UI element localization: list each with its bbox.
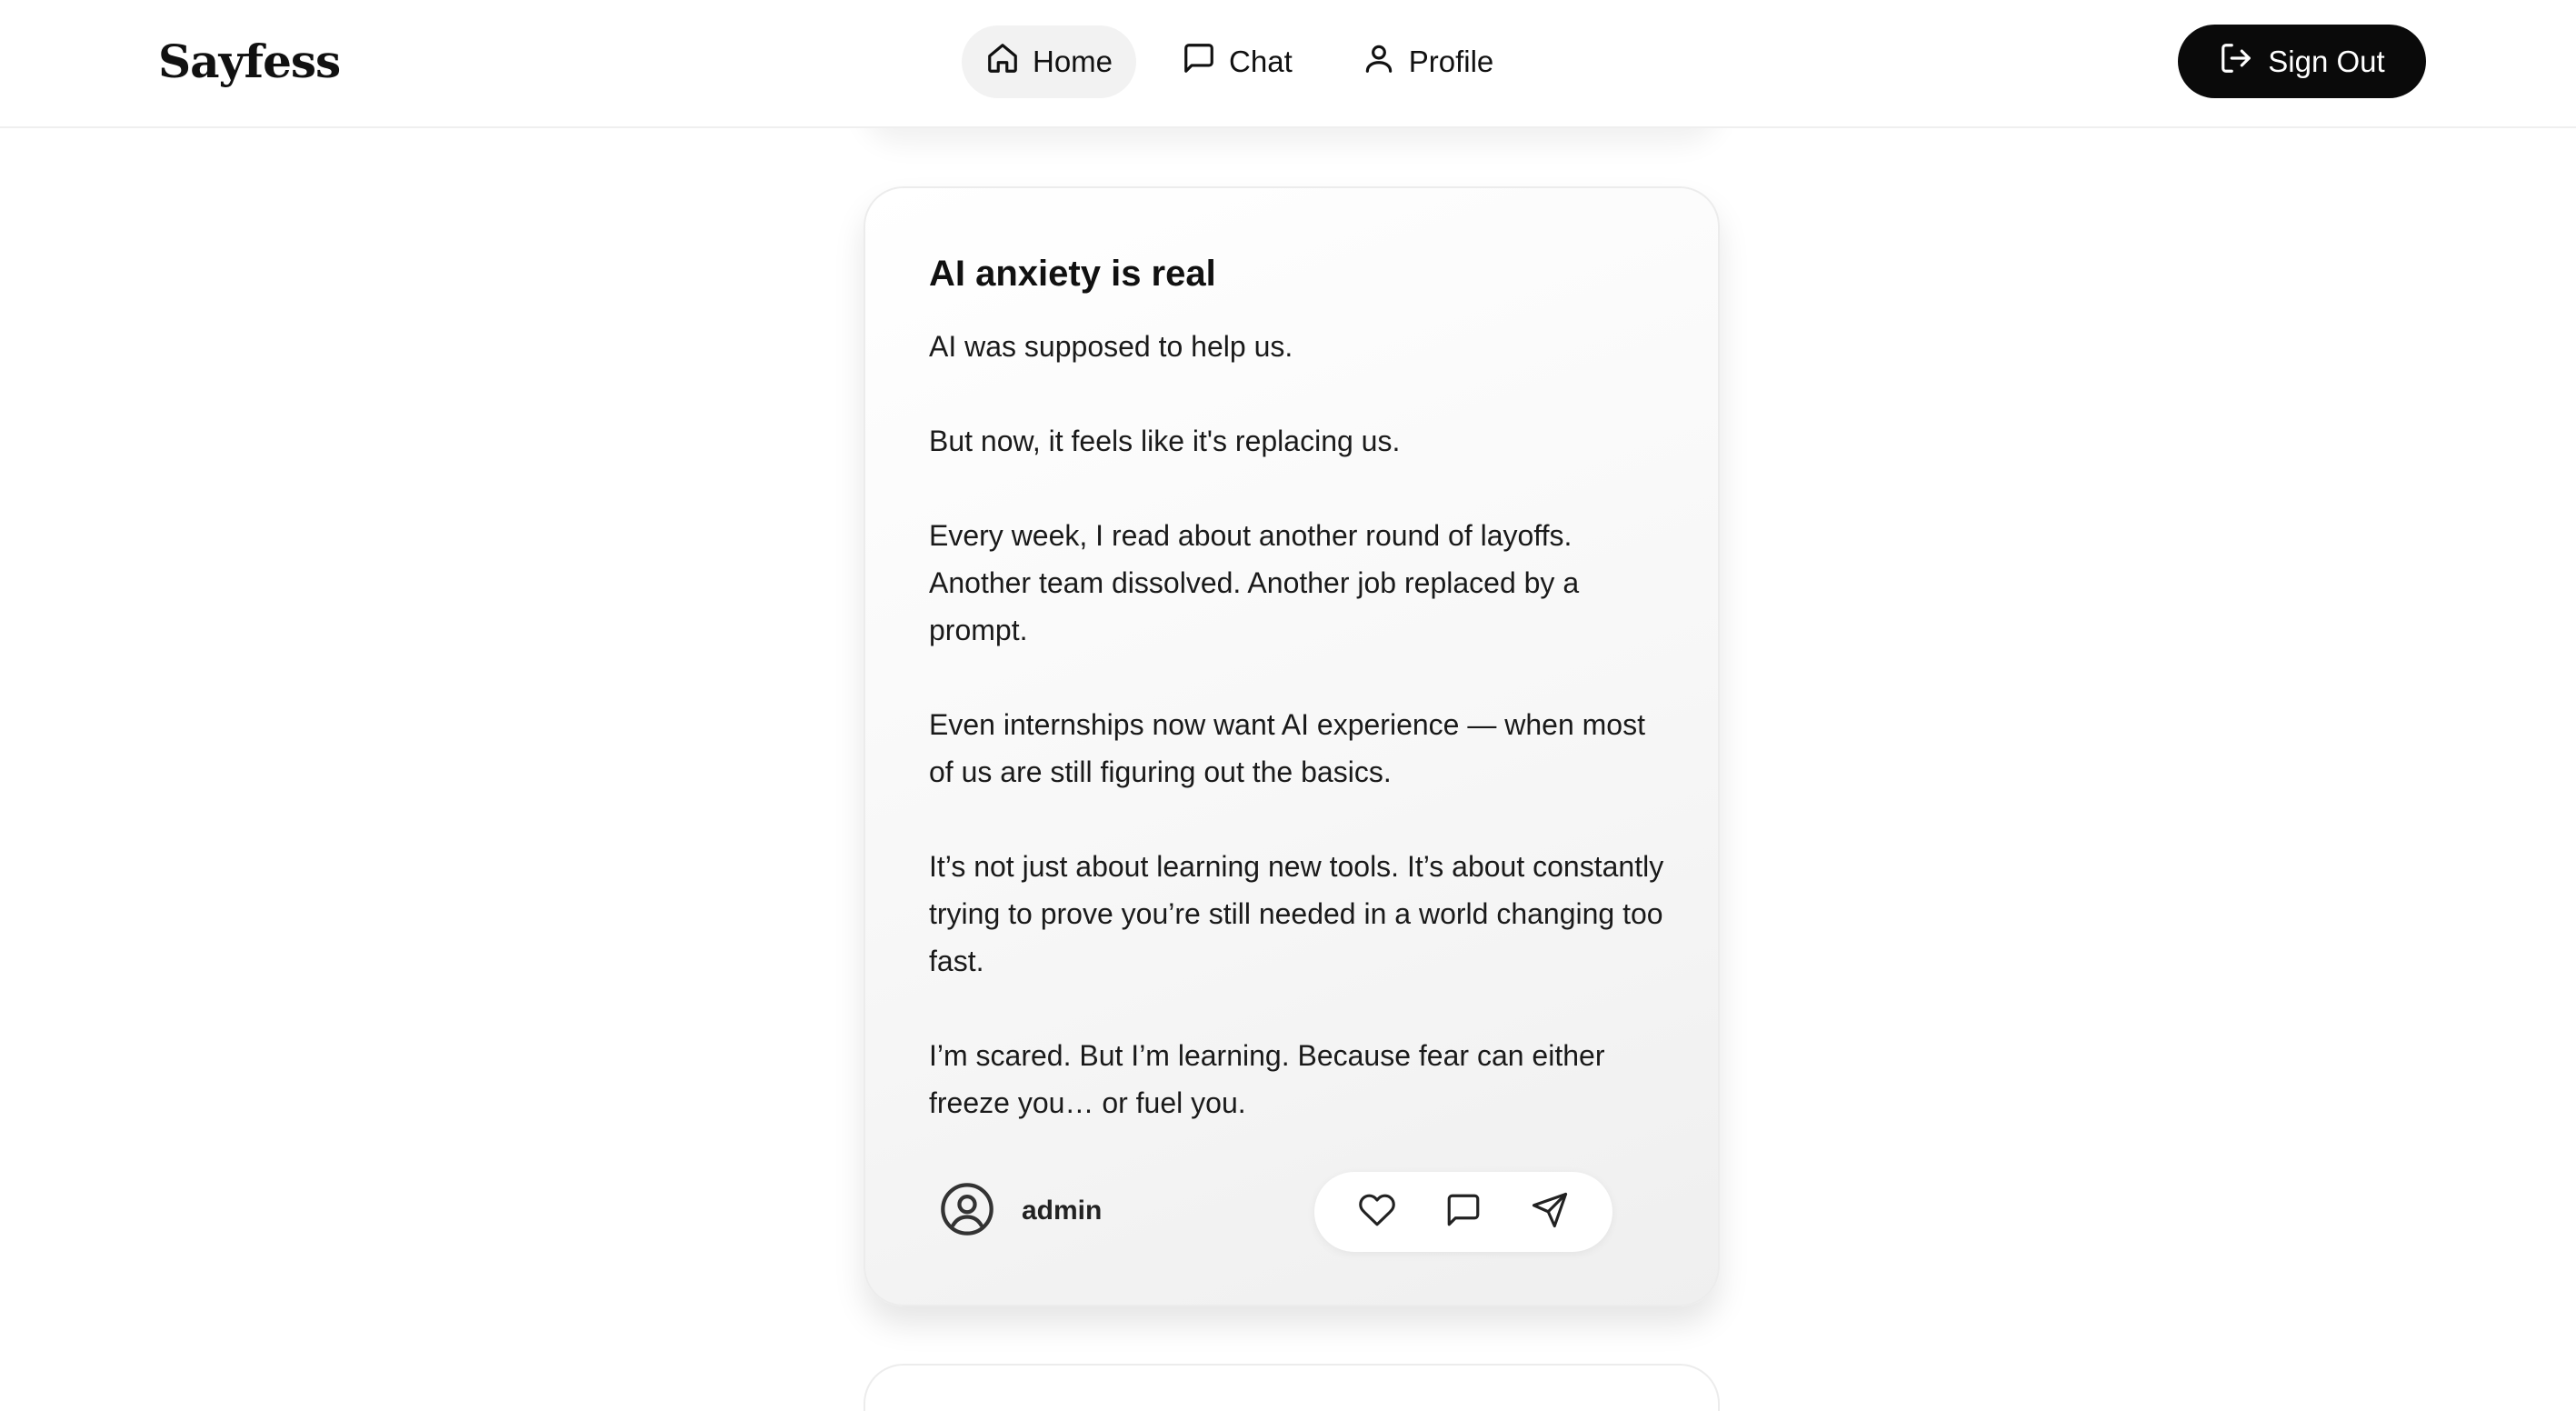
user-icon — [1362, 41, 1396, 83]
like-button[interactable] — [1355, 1190, 1399, 1234]
post-paragraph: Every week, I read about another round of layoffs. Another team dissolved. Another job replaced by a prompt. — [929, 519, 1580, 646]
top-header — [0, 0, 2576, 128]
post-footer — [929, 1170, 1656, 1252]
post-paragraph: I’m scared. But I’m learning. Because fear can either freeze you… or fuel you. — [929, 1039, 1605, 1119]
user-circle-icon — [929, 1180, 996, 1243]
sign-out-label: Sign Out — [2268, 44, 2385, 78]
brand-logo[interactable]: Sayfess — [158, 35, 341, 88]
sign-out-button[interactable] — [2178, 25, 2426, 98]
post-author[interactable] — [929, 1170, 1102, 1252]
post-paragraph: It’s not just about learning new tools. It’s about constantly trying to prove you’re still needed in a world changing too fast. — [929, 850, 1664, 977]
main-nav — [962, 25, 1517, 98]
post-body — [929, 323, 1674, 1126]
nav-profile-label: Profile — [1408, 45, 1494, 78]
send-icon — [1531, 1191, 1569, 1234]
share-button[interactable] — [1528, 1190, 1572, 1234]
post-actions — [1314, 1172, 1612, 1252]
nav-profile[interactable] — [1338, 25, 1518, 98]
nav-chat[interactable] — [1158, 25, 1316, 98]
post-paragraph: But now, it feels like it's replacing us. — [929, 425, 1401, 457]
chat-icon — [1182, 41, 1216, 83]
post-paragraph: Even internships now want AI experience — when most of us are still figuring out the basics. — [929, 708, 1645, 788]
post-card — [864, 186, 1720, 1306]
comment-button[interactable] — [1442, 1190, 1485, 1234]
nav-home[interactable] — [962, 25, 1136, 98]
log-out-icon — [2219, 41, 2253, 83]
post-paragraph: AI was supposed to help us. — [929, 330, 1293, 363]
author-name: admin — [1022, 1196, 1103, 1226]
home-icon — [985, 41, 1020, 83]
next-post-card — [864, 1364, 1720, 1411]
heart-icon — [1358, 1191, 1396, 1234]
post-title: AI anxiety is real — [929, 254, 1216, 294]
nav-home-label: Home — [1033, 45, 1113, 78]
comment-icon — [1444, 1191, 1483, 1234]
nav-chat-label: Chat — [1229, 45, 1293, 78]
